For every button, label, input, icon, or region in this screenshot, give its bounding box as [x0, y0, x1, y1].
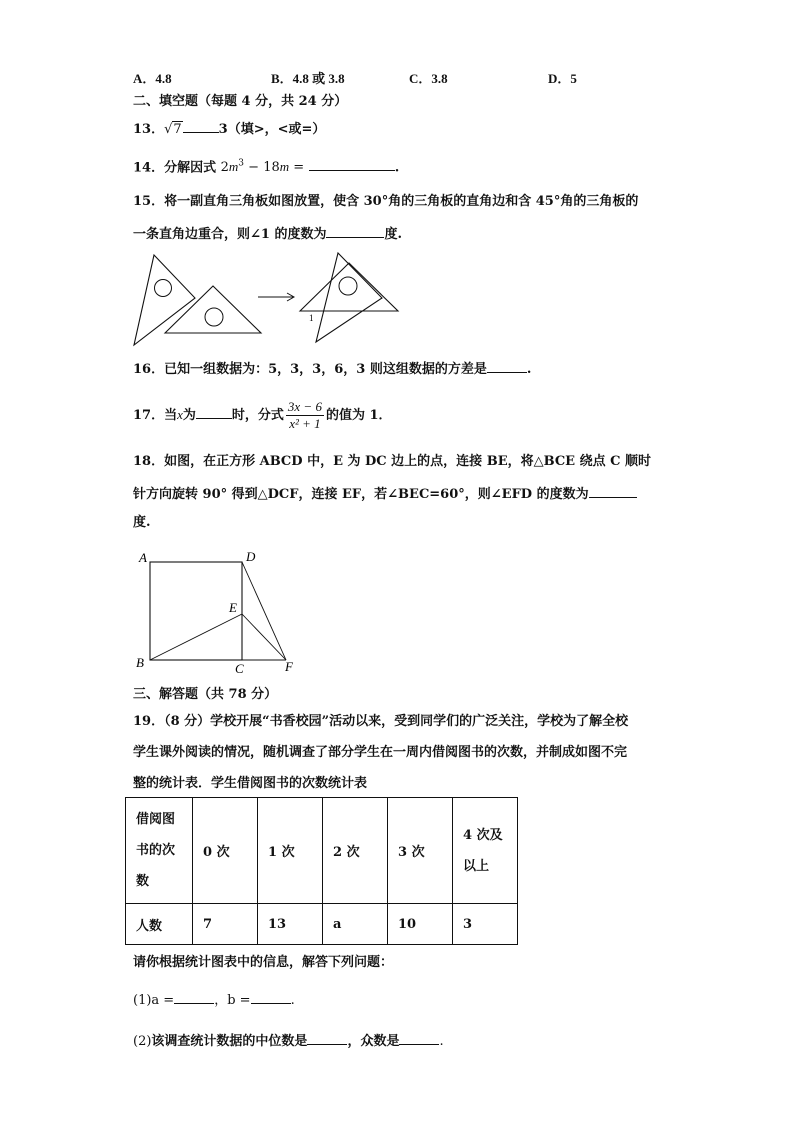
option-a: A．4.8	[133, 71, 172, 86]
q17-blank[interactable]	[196, 405, 232, 419]
q14-blank[interactable]	[309, 157, 395, 171]
table-header-cell: 3 次	[388, 798, 453, 904]
table-row	[126, 798, 518, 904]
q13-radicand: 7	[173, 122, 182, 137]
table-cell: 3	[453, 904, 518, 945]
question-19-line3: 整的统计表．学生借阅图书的次数统计表	[133, 776, 368, 791]
point-d-label: D	[246, 549, 256, 564]
segment-ef	[242, 614, 286, 660]
q14-expression: $2m^3 - 18m$ =	[220, 159, 305, 176]
radical-sign: √	[164, 122, 173, 137]
triangle-30-right	[316, 253, 382, 342]
triangle-30-left	[134, 255, 195, 345]
question-19-sub2: (2)该调查统计数据的中位数是 ，众数是 .	[133, 1031, 444, 1051]
blank-mode[interactable]	[399, 1031, 439, 1045]
question-18-line1: 18．如图，在正方形 ABCD 中，E 为 DC 边上的点，连接 BE，将△BCE 绕点 C 顺时	[133, 454, 652, 469]
q18-blank[interactable]	[589, 484, 637, 498]
q13-blank[interactable]	[183, 119, 219, 133]
table-cell: 10	[388, 904, 453, 945]
sub2-number: (2)	[133, 1034, 152, 1049]
q13-number: 13．	[133, 122, 165, 137]
point-b-label: B	[136, 655, 144, 670]
table-header-cell: 1 次	[258, 798, 323, 904]
table-row	[126, 904, 518, 945]
option-b: B．4.8 或 3.8	[271, 71, 345, 86]
triangle-hole-middle	[205, 308, 223, 326]
table-header-cell: 0 次	[193, 798, 258, 904]
question-18-line2: 针方向旋转 90° 得到△DCF，连接 EF，若∠BEC=60°，则∠EFD 的度数为	[133, 484, 637, 504]
segment-df	[242, 562, 286, 660]
blank-a[interactable]	[174, 990, 214, 1004]
table-header-label: 借阅图 书的次 数	[126, 798, 193, 904]
angle-1-label: 1	[309, 313, 314, 323]
point-e-label: E	[229, 600, 237, 615]
section3-title: 三、解答题（共 78 分）	[133, 687, 278, 702]
question-18-line3: 度.	[133, 515, 151, 530]
blank-b[interactable]	[251, 990, 291, 1004]
question-19-line2: 学生课外阅读的情况，随机调查了部分学生在一周内借阅图书的次数，并制成如图不完	[133, 745, 628, 760]
point-f-label: F	[285, 659, 293, 674]
sub1-number: (1)	[133, 993, 152, 1008]
q14-label: 14．分解因式	[133, 160, 217, 176]
q13-tail: 3（填>，<或=）	[218, 122, 326, 137]
table-cell: 13	[258, 904, 323, 945]
fraction-denominator: x² + 1	[289, 416, 321, 431]
question-19-sub1: (1)a = ，b = .	[133, 990, 295, 1010]
question-15-line2: 一条直角边重合，则∠1 的度数为 度.	[133, 224, 402, 244]
question-13	[133, 119, 325, 139]
figure-18-square	[132, 548, 312, 674]
fraction-numerator: 3x − 6	[287, 399, 322, 414]
variable-x: x	[177, 407, 183, 422]
point-c-label: C	[235, 661, 244, 674]
q16-blank[interactable]	[487, 359, 527, 373]
question-15-line1: 15．将一副直角三角板如图放置，使含 30°角的三角板的直角边和含 45°角的三角板的	[133, 194, 639, 209]
q15-blank[interactable]	[326, 224, 384, 238]
question-19-line1: 19．（8 分）学校开展“书香校园”活动以来，受到同学们的广泛关注，学校为了解全校	[133, 714, 629, 729]
question-14: 14．分解因式 $2m^3 - 18m$ = .	[133, 159, 400, 176]
blank-median[interactable]	[307, 1031, 347, 1045]
section2-title: 二、填空题（每题 4 分，共 24 分）	[133, 94, 348, 109]
question-17: 17．当x为 时，分式 $\frac{3x - 6}{\text{x² + 1}}$ 的值为 1．	[133, 399, 392, 431]
triangle-hole-right	[339, 277, 357, 295]
triangle-hole-left	[155, 280, 172, 297]
fraction	[286, 399, 324, 432]
segment-be	[150, 614, 242, 660]
option-c: C．3.8	[409, 71, 448, 86]
option-d: D．5	[548, 71, 577, 86]
stats-table	[125, 797, 518, 945]
figure-15-set-squares	[128, 250, 418, 350]
table-header-cell: 2 次	[323, 798, 388, 904]
table-cell: a	[323, 904, 388, 945]
table-cell: 7	[193, 904, 258, 945]
point-a-label: A	[139, 550, 147, 565]
triangle-45-right	[300, 263, 398, 311]
table-row-label: 人数	[126, 904, 193, 945]
question-19-prompt: 请你根据统计图表中的信息，解答下列问题：	[133, 955, 394, 970]
table-header-cell: 4 次及 以上	[453, 798, 518, 904]
question-16: 16．已知一组数据为：5，3，3，6，3 则这组数据的方差是 .	[133, 359, 531, 379]
